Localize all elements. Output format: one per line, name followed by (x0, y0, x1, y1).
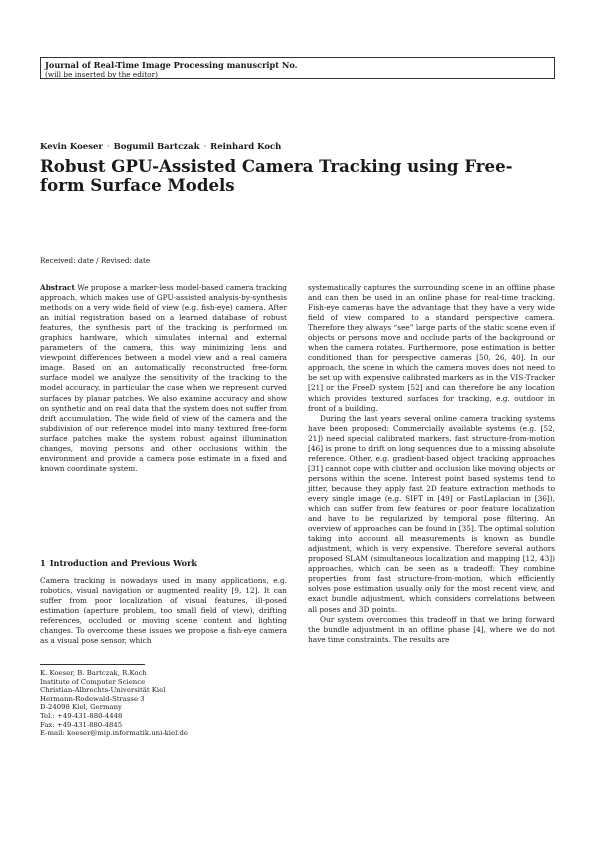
affiliation-line: Christian-Albrechts-Universität Kiel (40, 686, 166, 695)
journal-note: (will be inserted by the editor) (45, 70, 158, 79)
author-list (40, 142, 281, 152)
intro-text: Camera tracking is nowadays used in many applications, e.g. robotics, visual navigation or augmented reality [9, 12]. It can suffer from poor localization of visual features, ill-posed estimation (aperture problem, too small field of view), drifting references, occluded or moving scene content and lighting changes. To overcome these issues we propose a fish-eye camera as a visual pose sensor, which (40, 576, 287, 646)
abstract-label: Abstract (40, 283, 75, 292)
affiliation-line: Institute of Computer Science (40, 677, 146, 686)
author-separator: · (203, 142, 207, 152)
abstract (40, 283, 287, 474)
body-paragraph: systematically captures the surrounding scene in an offline phase and can then be used in an online phase for real-time tracking. Fish-eye cameras have the advantage that they have a very wide field of view compared to a standard perspective camera. Therefore they always “see” large parts of the static scene even if objects or persons move and occlude parts of the background or when the camera rotates. Furthermore, pose estimation is better conditioned than for perspective cameras [50, 26, 40]. In our approach, the scene in which the camera moves does not need to be set up with expensive calibrated markers as in the VIS-Tracker [21] or the FreeD system [52] and can therefore be any location which provides textured surfaces for tracking, e.g. outdoor in front of a building. (308, 283, 555, 413)
section-title: Introduction and Previous Work (49, 558, 198, 568)
section-heading (40, 558, 197, 568)
received-date-line: Received: date / Revised: date (40, 256, 151, 265)
author-name: Reinhard Koch (210, 142, 282, 152)
author-name: Kevin Koeser (40, 142, 103, 152)
body-paragraph: Our system overcomes this tradeoff in that we bring forward the bundle adjustment in an offline phase [4], where we do not have time constraints. The results are (308, 614, 555, 644)
affiliation-line: K. Koeser, B. Bartczak, R.Koch (40, 669, 147, 677)
affiliation-line: Tel.: +49-431-880-4448 (40, 711, 123, 720)
affiliation-line: Hermann-Rodewald-Strasse 3 (40, 694, 145, 703)
footnote-rule (40, 664, 145, 665)
right-column (308, 283, 555, 645)
body-paragraph: During the last years several online camera tracking systems have been proposed: Commercially available systems (e.g. [52, 21]) need special calibrated markers, fast structure-from-motion [46] is prone to drift on long sequences due to a missing absolute reference. Other, e.g. gradient-based object tracking approaches [31] cannot cope with clutter and occlusion like moving objects or persons within the scene. Interest point based systems tend to jitter, because they apply fast 2D feature extraction methods to every single image (e.g. SIFT in [49] or FastLaplacian in [36]), which can suffer from few features or poor feature localization and have to be regularized by temporal pose filtering. An overview of approaches can be found in [35]. The optimal solution taking into account all measurements is known as bundle adjustment, which is very expensive. Therefore several authors proposed SLAM (simultaneous localization and mapping [12, 43]) approaches, which can be seen as a tradeoff: They combine properties from fast structure-from-motion, which efficiently solves pose estimation usually only for the most recent view, and exact bundle adjustment, which considers correlations between all poses and 3D points. (308, 413, 555, 614)
abstract-text: We propose a marker-less model-based camera tracking approach, which makes use of GPU-assisted analysis-by-synthesis methods on a very wide field of view (e.g. fish-eye) camera. After an initial registration based on a learned database of robust features, the synthesis part of the tracking is performed on graphics hardware, which simulates internal and external parameters of the camera, this way minimizing lens and viewpoint differences between a model view and a real camera image. Based on an automatically reconstructed free-form surface model we analyze the sensitivity of the tracking to the model accuracy, in particular the case when we represent curved surfaces by planar patches. We also examine accuracy and show on synthetic and on real data that the system does not suffer from drift accumulation. The wide field of view of the camera and the subdivision of our reference model into many textured free-form surface patches make the system robust against illumination changes, moving persons and other occlusions within the environment and provide a camera pose estimate in a fixed and known coordinate system. (40, 283, 287, 473)
affiliation-line: D-24098 Kiel, Germany (40, 703, 122, 712)
intro-paragraph (40, 576, 287, 646)
section-number: 1 (40, 558, 46, 568)
author-name: Bogumil Bartczak (113, 142, 200, 152)
affiliation-email: E-mail: koeser@mip.informatik.uni-kiel.de (40, 729, 188, 738)
paper-title: Robust GPU-Assisted Camera Tracking using Free-form Surface Models (40, 156, 513, 195)
journal-header-box (40, 57, 555, 79)
journal-title: Journal of Real-Time Image Processing manuscript No. (45, 60, 298, 70)
affiliation-line: Fax: +49-431-880-4845 (40, 720, 123, 729)
author-separator: · (106, 142, 110, 152)
affiliation-block (40, 669, 287, 738)
